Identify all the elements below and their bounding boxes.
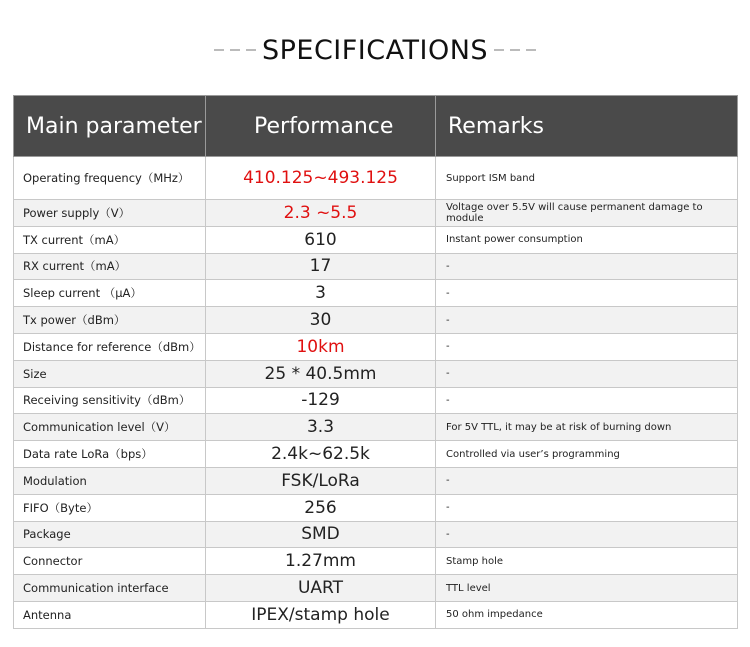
header-performance: Performance: [206, 96, 436, 157]
remarks-cell: -: [436, 494, 738, 521]
parameter-cell: Antenna: [14, 601, 206, 628]
performance-cell: 2.4k~62.5k: [206, 441, 436, 468]
table-row: [14, 360, 738, 387]
parameter-cell: Distance for reference（dBm）: [14, 333, 206, 360]
table-row: [14, 253, 738, 280]
parameter-cell: FIFO（Byte）: [14, 494, 206, 521]
parameter-cell: RX current（mA）: [14, 253, 206, 280]
remarks-cell: TTL level: [436, 575, 738, 602]
table-row: [14, 226, 738, 253]
remarks-cell: -: [436, 387, 738, 414]
performance-cell: 3: [206, 280, 436, 307]
parameter-cell: Size: [14, 360, 206, 387]
performance-cell: -129: [206, 387, 436, 414]
title-bar: [0, 28, 750, 72]
performance-cell: 17: [206, 253, 436, 280]
parameter-cell: Modulation: [14, 467, 206, 494]
performance-cell: 410.125~493.125: [206, 157, 436, 200]
remarks-cell: -: [436, 333, 738, 360]
right-dash-decoration: [494, 49, 536, 51]
remarks-cell: -: [436, 307, 738, 334]
performance-cell: 610: [206, 226, 436, 253]
table-row: [14, 521, 738, 548]
performance-cell: UART: [206, 575, 436, 602]
parameter-cell: Operating frequency（MHz）: [14, 157, 206, 200]
performance-cell: IPEX/stamp hole: [206, 601, 436, 628]
performance-cell: 30: [206, 307, 436, 334]
remarks-cell: Voltage over 5.5V will cause permanent damage to module: [436, 200, 738, 227]
remarks-cell: -: [436, 360, 738, 387]
performance-cell: 10km: [206, 333, 436, 360]
specifications-table: [13, 95, 738, 629]
header-main-parameter: Main parameter: [14, 96, 206, 157]
remarks-cell: -: [436, 467, 738, 494]
parameter-cell: Connector: [14, 548, 206, 575]
remarks-cell: -: [436, 521, 738, 548]
parameter-cell: Communication level（V）: [14, 414, 206, 441]
parameter-cell: Sleep current （μA）: [14, 280, 206, 307]
performance-cell: 256: [206, 494, 436, 521]
header-remarks: Remarks: [436, 96, 738, 157]
parameter-cell: Power supply（V）: [14, 200, 206, 227]
parameter-cell: Communication interface: [14, 575, 206, 602]
table-row: [14, 414, 738, 441]
remarks-cell: Instant power consumption: [436, 226, 738, 253]
table-row: [14, 280, 738, 307]
performance-cell: 1.27mm: [206, 548, 436, 575]
table-row: [14, 200, 738, 227]
table-body: [14, 157, 738, 629]
parameter-cell: Receiving sensitivity（dBm）: [14, 387, 206, 414]
remarks-cell: Stamp hole: [436, 548, 738, 575]
remarks-cell: Controlled via user’s programming: [436, 441, 738, 468]
parameter-cell: Package: [14, 521, 206, 548]
parameter-cell: Data rate LoRa（bps）: [14, 441, 206, 468]
table-row: [14, 601, 738, 628]
table-row: [14, 333, 738, 360]
parameter-cell: Tx power（dBm）: [14, 307, 206, 334]
table-row: [14, 441, 738, 468]
left-dash-decoration: [214, 49, 256, 51]
table-row: [14, 307, 738, 334]
table-row: [14, 548, 738, 575]
table-row: [14, 494, 738, 521]
table-row: [14, 467, 738, 494]
performance-cell: 3.3: [206, 414, 436, 441]
remarks-cell: For 5V TTL, it may be at risk of burning down: [436, 414, 738, 441]
performance-cell: 25 * 40.5mm: [206, 360, 436, 387]
parameter-cell: TX current（mA）: [14, 226, 206, 253]
performance-cell: FSK/LoRa: [206, 467, 436, 494]
table-row: [14, 387, 738, 414]
remarks-cell: 50 ohm impedance: [436, 601, 738, 628]
performance-cell: SMD: [206, 521, 436, 548]
remarks-cell: -: [436, 280, 738, 307]
remarks-cell: -: [436, 253, 738, 280]
table-row: [14, 575, 738, 602]
table-header-row: [14, 96, 738, 157]
page-title: SPECIFICATIONS: [261, 34, 489, 66]
remarks-cell: Support ISM band: [436, 157, 738, 200]
table-row: [14, 157, 738, 200]
performance-cell: 2.3 ~5.5: [206, 200, 436, 227]
